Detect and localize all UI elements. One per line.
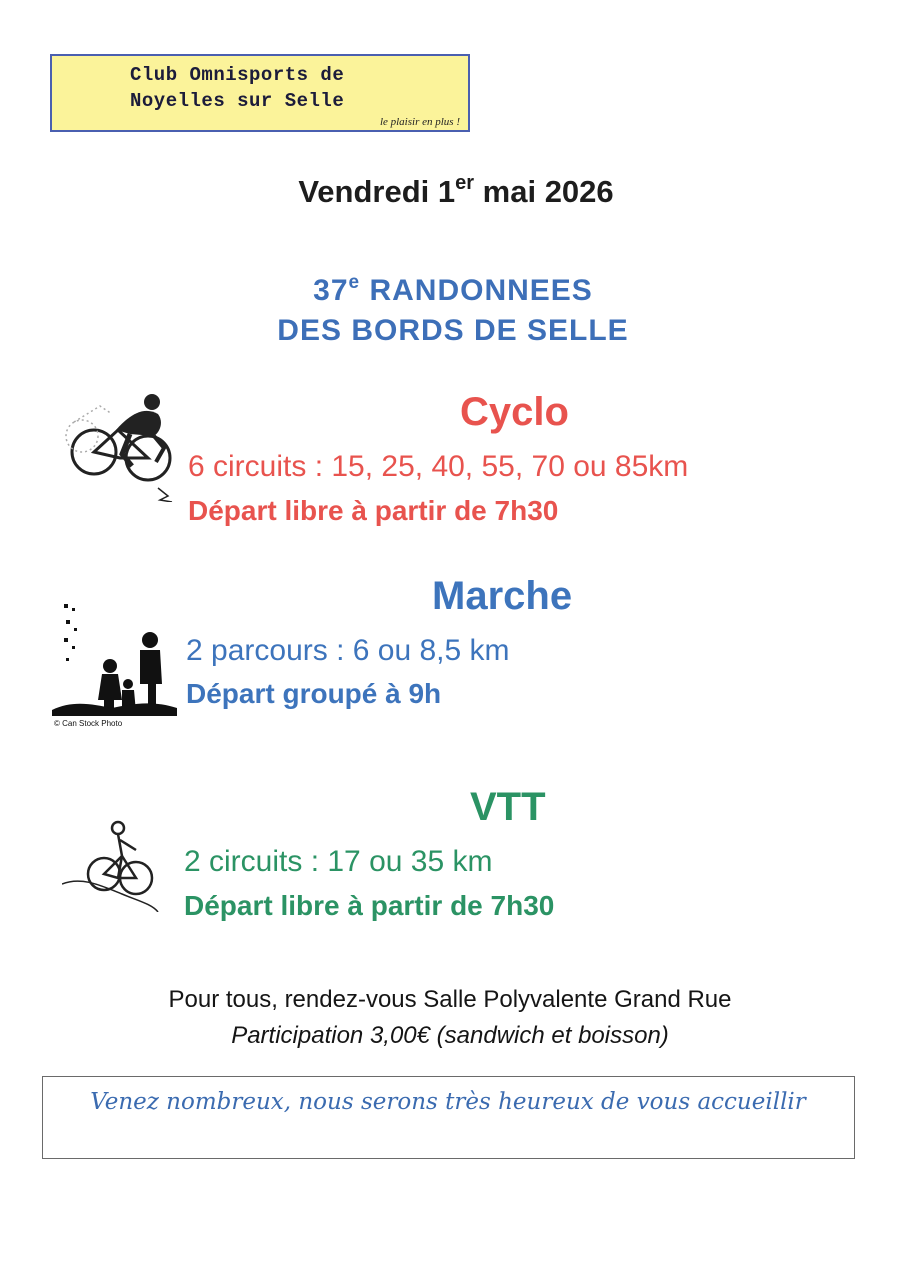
club-header-box [50,54,470,132]
family-walking-icon [52,600,177,730]
cyclo-circuits: 6 circuits : 15, 25, 40, 55, 70 ou 85km [188,450,689,483]
welcome-message: Venez nombreux, nous serons très heureux de vous accueillir [90,1089,806,1115]
participation-fee: Participation 3,00€ (sandwich et boisson) [231,1022,669,1049]
vtt-heading: VTT [470,785,546,829]
cyclo-depart: Départ libre à partir de 7h30 [188,495,559,526]
vtt-circuits: 2 circuits : 17 ou 35 km [184,845,493,878]
club-slogan: le plaisir en plus ! [379,116,460,128]
cyclo-heading: Cyclo [460,390,569,434]
marche-heading: Marche [432,574,573,618]
mountain-biker-icon [62,820,162,912]
meeting-location: Pour tous, rendez-vous Salle Polyvalente Grand Rue [168,986,732,1013]
welcome-box [42,1076,855,1159]
club-name-line1: Club Omnisports de [130,64,345,86]
vtt-depart: Départ libre à partir de 7h30 [184,890,555,921]
date-suffix: mai 2026 [474,174,614,209]
edition-ordinal: e [348,272,361,293]
marche-parcours: 2 parcours : 6 ou 8,5 km [186,634,510,667]
event-title-rest: RANDONNEES [360,274,593,307]
event-date [0,172,900,210]
date-ordinal: er [455,172,475,194]
event-title-line1 [0,272,900,308]
road-cyclist-icon [60,392,178,502]
edition-number: 37 [313,274,349,307]
club-name-line2: Noyelles sur Selle [130,90,345,112]
event-title-line2: DES BORDS DE SELLE [277,314,629,347]
date-prefix: Vendredi 1 [298,174,456,209]
marche-depart: Départ groupé à 9h [186,678,442,709]
image-credit: © Can Stock Photo [54,719,123,728]
